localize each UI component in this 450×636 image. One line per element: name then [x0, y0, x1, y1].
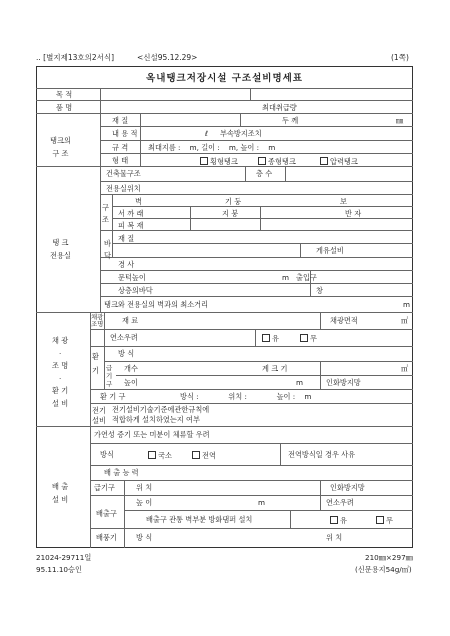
label-wall: 벽 — [135, 197, 142, 206]
label-distance: 탱크와 전용실의 벽과의 최소거리 — [104, 300, 209, 309]
label-intake-side: 급 기 구 — [106, 364, 113, 388]
combust-yes[interactable]: 유 — [262, 334, 279, 342]
electric-detail-2: 적합하게 설치하였는지 여부 — [112, 415, 200, 424]
label-outlet-damper: 배출구 관통 벽부분 방화댐퍼 설치 — [146, 515, 253, 524]
footer-approved: 95.11.10승인 — [36, 565, 82, 574]
unit-vent-size: ㎡ — [401, 364, 409, 373]
label-structure-side: 구 조 — [102, 203, 109, 224]
label-beam: 보 — [340, 197, 347, 206]
label-room-location: 전용실위치 — [106, 184, 141, 193]
shape-horizontal[interactable]: 횡형탱크 — [200, 157, 238, 165]
label-tank-structure: 탱크의 구 조 — [50, 136, 71, 158]
label-exhaust-vent: 환 기 구 — [100, 392, 126, 401]
label-outlet-height: 높 이 — [136, 498, 153, 507]
page-number: (1쪽) — [391, 53, 409, 62]
label-light-material: 재 료 — [122, 316, 139, 325]
label-floors: 층 수 — [256, 169, 273, 178]
label-oil-equipment: 게유설비 — [316, 246, 344, 255]
label-light-sub: 채광 조명 — [91, 313, 104, 328]
label-material: 재 질 — [112, 116, 129, 125]
label-exhaust-group: 배 출 설 비 — [52, 482, 69, 504]
label-shape: 형 태 — [112, 156, 129, 165]
label-vent-size: 계 크 기 — [262, 364, 288, 373]
outlet-no[interactable]: 무 — [376, 516, 393, 524]
label-thickness: 두 께 — [282, 116, 299, 125]
label-outlet: 배출구 — [96, 509, 117, 518]
label-floor-side: 바 닥 — [104, 239, 111, 260]
label-slope: 경 사 — [118, 260, 135, 269]
label-capacity: 내 용 적 — [112, 129, 138, 138]
label-light-area: 채광면적 — [330, 316, 358, 325]
label-attached: 부속방지조치 — [220, 129, 262, 138]
label-rafter: 서 까 래 — [118, 209, 144, 218]
unit-threshold: m — [282, 273, 290, 282]
label-exhaust-capacity: 배 출 능 력 — [104, 468, 139, 477]
label-electric: 전기 설비 — [92, 406, 106, 425]
label-fan-method: 방 식 — [136, 533, 153, 542]
exhaust-vent-detail: 방식 : 위치 : 높이 : m — [180, 392, 312, 401]
checkbox-icon[interactable] — [148, 451, 156, 459]
label-purpose: 목 적 — [56, 90, 73, 99]
footer-paper: (신문용지54g/㎡) — [355, 565, 412, 574]
checkbox-icon[interactable] — [330, 516, 338, 524]
label-window: 창 — [316, 286, 323, 295]
label-supply-damper: 인화방지망 — [330, 483, 365, 492]
checkbox-icon[interactable] — [258, 157, 266, 165]
label-size: 규 격 — [112, 143, 129, 152]
unit-distance: m — [403, 300, 411, 309]
label-fan: 배풍기 — [96, 533, 117, 542]
label-vent-count: 개수 — [124, 364, 138, 373]
label-column: 기 둥 — [225, 197, 242, 206]
checkbox-icon[interactable] — [262, 334, 270, 342]
label-exit: 출입구 — [296, 273, 317, 282]
unit-outlet-height: m — [258, 498, 266, 507]
label-ceiling: 반 자 — [345, 209, 362, 218]
label-whole-reason: 전역방식일 경우 사유 — [288, 450, 356, 459]
unit-capacity: ℓ — [205, 129, 208, 138]
shape-pressure[interactable]: 압력탱크 — [320, 157, 358, 165]
outlet-yes[interactable]: 유 — [330, 516, 347, 524]
shape-vertical[interactable]: 종형탱크 — [258, 157, 296, 165]
size-detail: 최대지름 : m, 길이 : m, 높이 : m — [148, 143, 276, 152]
unit-vent-height: m — [296, 378, 304, 387]
exhaust-whole[interactable]: 전역 — [192, 451, 216, 459]
exhaust-local[interactable]: 국소 — [148, 451, 172, 459]
electric-detail-1: 전기설비기술기준에관한규칙에 — [112, 405, 210, 414]
label-exhaust-method: 방식 — [100, 450, 114, 459]
label-cover: 피 복 재 — [118, 221, 144, 230]
checkbox-icon[interactable] — [320, 157, 328, 165]
unit-light-area: ㎡ — [401, 316, 409, 325]
checkbox-icon[interactable] — [200, 157, 208, 165]
label-bldg-structure: 건축물구조 — [106, 169, 141, 178]
label-lighting-group: 채 광 · 조 명 · 환 기 설 비 — [52, 336, 69, 408]
label-vent-side: 환 기 — [92, 352, 99, 375]
label-tank-room: 탱 크 전용실 — [50, 238, 71, 260]
label-fan-position: 위 치 — [326, 533, 343, 542]
label-roof: 지 붕 — [222, 209, 239, 218]
label-supply-position: 위 치 — [136, 483, 153, 492]
form-table — [36, 66, 413, 548]
label-combust: 연소우려 — [110, 333, 138, 342]
revision-note: <신설95.12.29> — [137, 53, 198, 62]
label-vent-method: 방 식 — [118, 349, 135, 358]
checkbox-icon[interactable] — [300, 334, 308, 342]
label-flammable: 가연성 증기 또는 미분이 체류할 우려 — [94, 430, 210, 439]
label-supply: 급기구 — [94, 483, 115, 492]
footer-code: 21024-29711일 — [36, 553, 92, 562]
label-upper-floor: 상층의바닥 — [118, 286, 153, 295]
footer-size: 210㎜×297㎜ — [365, 553, 413, 562]
label-product: 품 명 — [56, 103, 73, 112]
form-number: .. [별지제13호의2서식] — [36, 53, 115, 62]
form-title: 옥내탱크저장시설 구조설비명세표 — [146, 73, 303, 84]
label-vent-height: 높이 — [124, 378, 138, 387]
label-fire-damper: 인화방지망 — [326, 378, 361, 387]
checkbox-icon[interactable] — [192, 451, 200, 459]
label-max-qty: 최대취급량 — [262, 103, 297, 112]
label-threshold: 문턱높이 — [118, 273, 146, 282]
combust-no[interactable]: 무 — [300, 334, 317, 342]
unit-thickness: ㎜ — [396, 116, 404, 125]
label-floor-material: 재 질 — [118, 234, 135, 243]
checkbox-icon[interactable] — [376, 516, 384, 524]
label-outlet-combust: 연소우려 — [326, 498, 354, 507]
